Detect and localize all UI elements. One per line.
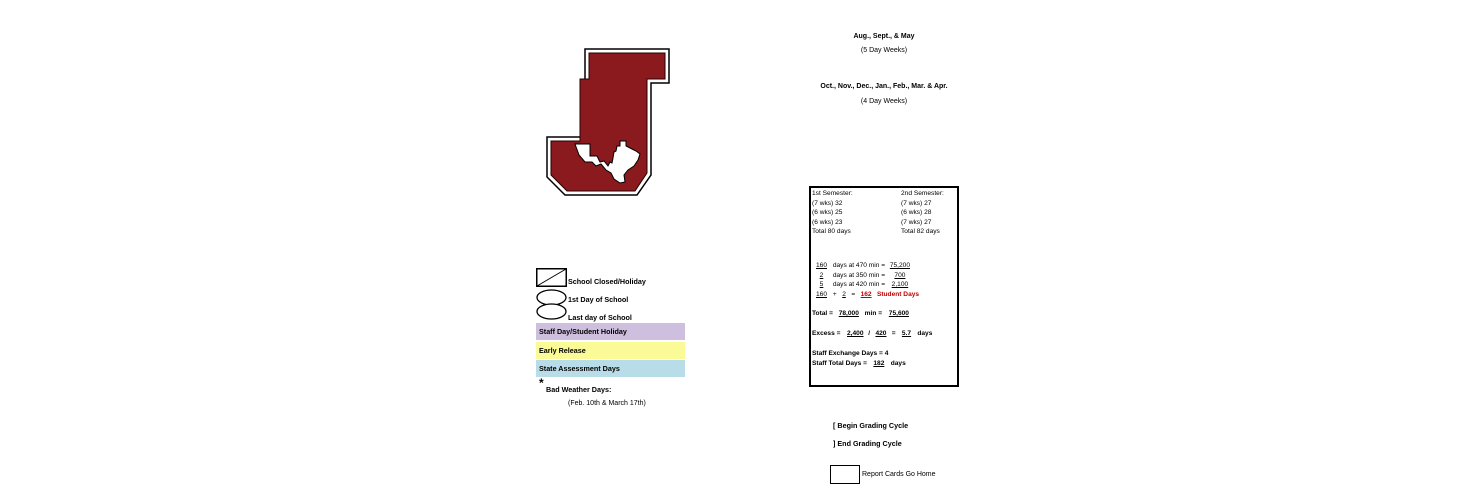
begin-grading-cycle: [ Begin Grading Cycle bbox=[833, 421, 909, 430]
min-value: 75,600 bbox=[888, 310, 909, 317]
staff-total-row bbox=[812, 359, 906, 369]
second-semester-row: (7 wks) 27 bbox=[901, 199, 932, 207]
bad-weather-dates: (Feb. 10th & March 17th) bbox=[568, 400, 646, 407]
minutes-result: 75,200 bbox=[889, 262, 910, 269]
minutes-days: 5 bbox=[819, 281, 824, 288]
report-cards-label: Report Cards Go Home bbox=[862, 471, 936, 478]
sum-a: 160 bbox=[815, 290, 827, 298]
legend-school-closed: School Closed/Holiday bbox=[568, 277, 646, 286]
legend-last-day: Last day of School bbox=[568, 313, 632, 322]
student-days-row bbox=[812, 290, 919, 300]
legend-early-release: Early Release bbox=[536, 342, 685, 359]
excess-row bbox=[812, 329, 932, 339]
four-day-note: (4 Day Weeks) bbox=[860, 98, 908, 105]
excess-result: 5.7 bbox=[901, 330, 912, 337]
legend-first-day: 1st Day of School bbox=[568, 295, 629, 304]
minutes-result: 2,100 bbox=[891, 281, 909, 288]
second-semester-row: (7 wks) 27 bbox=[901, 218, 932, 226]
second-semester-total: Total 82 days bbox=[901, 228, 940, 235]
excess-days-word: days bbox=[917, 330, 933, 337]
five-day-note: (5 Day Weeks) bbox=[860, 47, 908, 54]
first-semester-row: (7 wks) 32 bbox=[812, 199, 843, 207]
excess-equals: = bbox=[891, 330, 896, 337]
minutes-result: 700 bbox=[894, 271, 906, 279]
student-days-label: Student Days bbox=[876, 290, 920, 298]
minutes-row bbox=[812, 261, 913, 271]
staff-total-value: 182 bbox=[873, 360, 885, 367]
min-label: min = bbox=[864, 310, 883, 317]
sum-b: 2 bbox=[842, 290, 846, 298]
minutes-row bbox=[812, 271, 913, 281]
staff-total-label: Staff Total Days = bbox=[812, 360, 868, 367]
four-day-months: Oct., Nov., Dec., Jan., Feb., Mar. & Apr. bbox=[820, 83, 948, 90]
end-grading-cycle: ] End Grading Cycle bbox=[833, 439, 902, 448]
report-cards-swatch bbox=[830, 465, 860, 484]
second-semester-header: 2nd Semester: bbox=[901, 190, 944, 197]
divide-sign: / bbox=[868, 330, 871, 337]
first-semester-total: Total 80 days bbox=[812, 228, 851, 235]
minutes-text: days at 350 min = bbox=[832, 271, 886, 279]
legend-state-assessment: State Assessment Days bbox=[536, 360, 685, 377]
minutes-row bbox=[812, 280, 913, 290]
staff-exchange: Staff Exchange Days = 4 bbox=[812, 350, 889, 357]
calendar-stats-box bbox=[809, 186, 959, 387]
minutes-text: days at 470 min = bbox=[832, 262, 886, 269]
staff-total-days: days bbox=[890, 360, 906, 367]
equals-sign: = bbox=[851, 290, 856, 298]
school-closed-swatch bbox=[536, 268, 567, 287]
plus-sign: + bbox=[832, 290, 837, 298]
last-day-oval bbox=[536, 303, 567, 320]
school-logo bbox=[546, 48, 670, 196]
minutes-text: days at 420 min = bbox=[832, 281, 886, 288]
excess-value: 2,400 bbox=[847, 330, 864, 337]
first-semester-row: (6 wks) 23 bbox=[812, 218, 843, 226]
minutes-days: 2 bbox=[819, 271, 824, 279]
legend-staff-day: Staff Day/Student Holiday bbox=[536, 323, 685, 340]
total-label: Total = bbox=[812, 310, 833, 317]
total-value: 78,000 bbox=[838, 310, 859, 317]
first-semester-header: 1st Semester: bbox=[812, 190, 853, 197]
excess-divisor: 420 bbox=[875, 330, 887, 337]
total-row bbox=[812, 309, 914, 319]
minutes-days: 160 bbox=[815, 262, 827, 269]
sum-result: 162 bbox=[860, 290, 872, 298]
legend-bad-weather: Bad Weather Days: bbox=[546, 385, 612, 394]
five-day-months: Aug., Sept., & May bbox=[853, 33, 915, 40]
asterisk-icon: * bbox=[539, 376, 544, 390]
first-semester-row: (6 wks) 25 bbox=[812, 209, 843, 216]
excess-label: Excess = bbox=[812, 330, 841, 337]
second-semester-row: (6 wks) 28 bbox=[901, 209, 932, 216]
